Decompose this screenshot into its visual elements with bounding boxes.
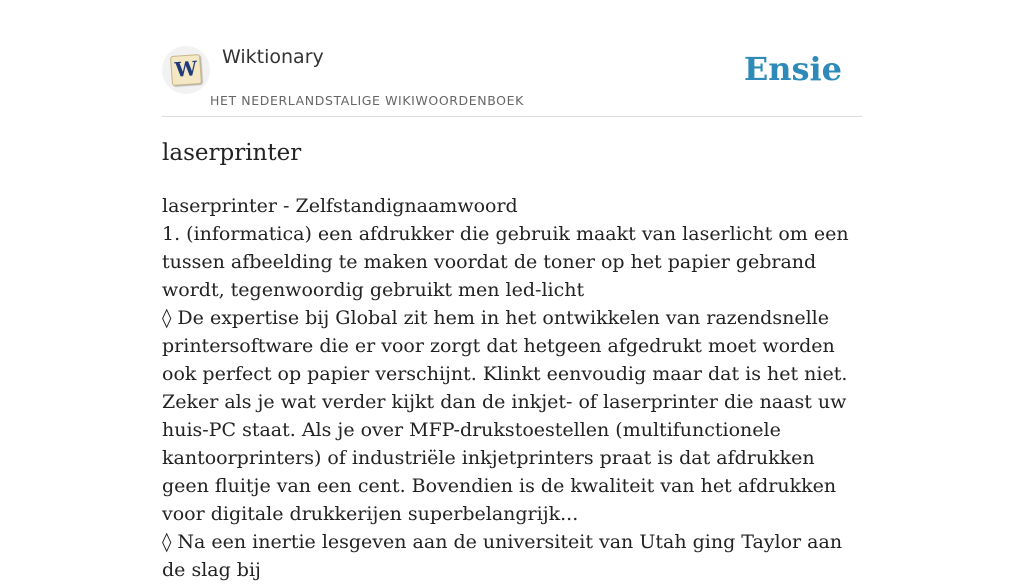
page-title: laserprinter [162, 140, 302, 166]
wiktionary-tile-icon [170, 54, 202, 86]
site-header [162, 0, 862, 117]
wiktionary-logo[interactable] [162, 46, 210, 94]
entry-heading-line: laserprinter - Zelfstandignaamwoord [162, 195, 518, 217]
logo-letter: W [173, 56, 198, 82]
site-name[interactable]: Wiktionary [222, 46, 324, 68]
site-tagline: HET NEDERLANDSTALIGE WIKIWOORDENBOEK [210, 93, 524, 108]
page-container [162, 0, 862, 581]
entry-example: ◊ Na een inertie lesgeven aan de universiteit van Utah ging Taylor aan de slag bij [162, 531, 843, 581]
entry-example: ◊ De expertise bij Global zit hem in het ontwikkelen van razendsnelle printersoftware die er voor zorgt dat hetgeen afgedrukt moet worden ook perfect op papier verschijnt. Klinkt eenvoudig maar dat is het niet. Zeker als je wat verder kijkt dan de inkjet- of laserprinter die naast uw huis-PC staat. Als je over MFP-drukstoestellen (multifunctionele kantoorprinters) of industriële inkjetprinters praat is dat afdrukken geen fluitje van een cent. Bovendien is de kwaliteit van het afdrukken voor digitale drukkerijen superbelangrijk... [162, 307, 848, 525]
entry-definition: 1. (informatica) een afdrukker die gebruik maakt van laserlicht om een tussen afbeelding te maken voordat de toner op het papier gebrand wordt, tegenwoordig gebruikt men led-licht [162, 223, 849, 301]
entry-content [162, 192, 864, 584]
ensie-brand-link[interactable]: Ensie [743, 50, 842, 88]
